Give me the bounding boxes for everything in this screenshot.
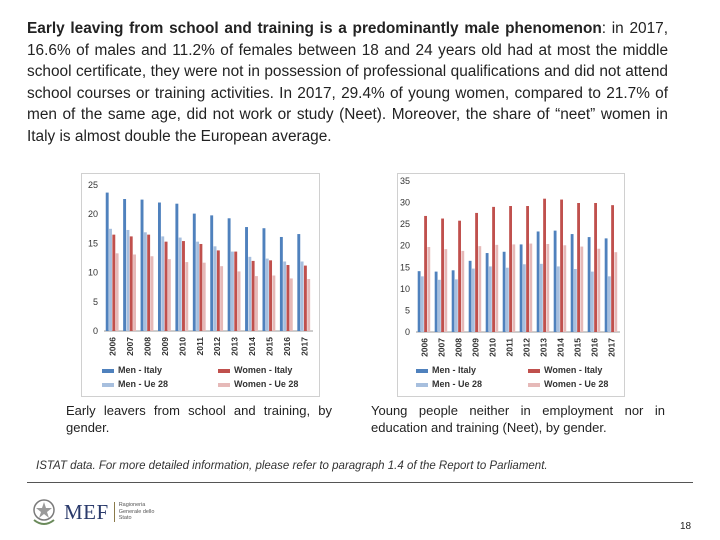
bar-women-ue-28-2012: [220, 266, 223, 331]
bar-women-italy-2006: [112, 235, 115, 331]
early-leavers-chart-svg: [82, 174, 319, 396]
x-tick-label: 2007: [436, 338, 447, 357]
x-tick-label: 2011: [194, 337, 205, 356]
bar-women-italy-2012: [526, 206, 529, 332]
y-tick-label: 10: [399, 283, 410, 294]
bar-women-ue-28-2015: [580, 247, 583, 332]
bar-women-italy-2016: [594, 203, 597, 332]
legend-label: Men - Italy: [118, 365, 163, 375]
bar-women-ue-28-2006: [427, 247, 430, 332]
bar-men-ue-28-2006: [109, 229, 112, 331]
legend-label: Women - Italy: [544, 365, 603, 375]
x-tick-label: 2016: [281, 337, 292, 356]
x-tick-label: 2016: [589, 338, 600, 357]
legend-swatch: [528, 369, 540, 373]
bar-women-italy-2014: [560, 200, 563, 332]
x-tick-label: 2017: [606, 338, 617, 357]
bar-women-italy-2014: [252, 261, 255, 331]
y-tick-label: 15: [87, 238, 98, 249]
bar-men-ue-28-2007: [126, 230, 129, 331]
y-tick-label: 5: [92, 296, 98, 307]
bar-men-ue-28-2011: [506, 268, 509, 332]
bar-women-ue-28-2007: [133, 254, 136, 331]
y-tick-label: 20: [399, 240, 410, 251]
bar-men-italy-2016: [588, 237, 591, 332]
bar-men-italy-2014: [245, 227, 248, 331]
neet-chart-svg: [398, 174, 624, 396]
bar-men-ue-28-2013: [540, 264, 543, 332]
bar-women-ue-28-2006: [116, 253, 119, 331]
x-tick-label: 2009: [159, 337, 170, 356]
x-tick-label: 2010: [177, 337, 188, 356]
bar-men-ue-28-2015: [574, 269, 577, 332]
bar-women-ue-28-2017: [614, 252, 617, 332]
source-note: ISTAT data. For more detailed information, please refer to paragraph 1.4 of the Report to Parliament.: [36, 460, 548, 472]
footer-divider: [27, 482, 693, 483]
neet-caption: Young people neither in employment nor in education and training (Neet), by gender.: [371, 403, 665, 435]
bar-women-italy-2010: [182, 241, 185, 331]
legend-swatch: [416, 383, 428, 387]
bar-men-italy-2015: [571, 234, 574, 332]
bar-men-ue-28-2011: [196, 242, 199, 331]
bar-men-italy-2011: [193, 214, 196, 331]
x-tick-label: 2006: [107, 337, 118, 356]
early-leavers-chart: [81, 173, 320, 397]
bar-men-ue-28-2017: [301, 262, 304, 331]
bar-men-ue-28-2014: [248, 257, 251, 331]
legend-swatch: [416, 369, 428, 373]
bar-women-ue-28-2014: [563, 245, 566, 332]
bar-men-italy-2010: [486, 253, 489, 332]
legend-swatch: [218, 369, 230, 373]
bar-women-italy-2008: [147, 235, 150, 331]
bar-men-italy-2012: [210, 215, 213, 331]
x-tick-label: 2006: [419, 338, 430, 357]
bar-men-italy-2006: [418, 271, 421, 332]
bar-men-ue-28-2012: [214, 246, 217, 331]
bar-women-ue-28-2008: [461, 251, 464, 332]
legend-swatch: [102, 369, 114, 373]
y-tick-label: 0: [404, 327, 410, 337]
bar-men-italy-2007: [123, 199, 126, 331]
bar-women-italy-2009: [475, 213, 478, 332]
bar-women-ue-28-2011: [512, 244, 515, 332]
x-tick-label: 2015: [264, 337, 275, 356]
bar-men-italy-2013: [228, 218, 231, 331]
y-tick-label: 25: [87, 180, 98, 190]
x-tick-label: 2011: [504, 338, 515, 357]
bar-women-italy-2010: [492, 207, 495, 332]
bar-men-italy-2014: [554, 231, 557, 332]
x-tick-label: 2012: [212, 337, 223, 356]
bar-women-italy-2006: [424, 216, 427, 332]
bar-women-italy-2017: [611, 205, 614, 332]
bar-men-ue-28-2010: [489, 266, 492, 332]
x-tick-label: 2010: [487, 338, 498, 357]
legend-swatch: [528, 383, 540, 387]
bar-men-italy-2008: [141, 200, 144, 331]
legend-label: Men - Ue 28: [432, 379, 483, 389]
bar-men-ue-28-2008: [455, 279, 458, 332]
bar-women-italy-2011: [509, 206, 512, 332]
bar-women-ue-28-2009: [478, 246, 481, 332]
bar-men-ue-28-2014: [557, 266, 560, 332]
bar-men-italy-2007: [435, 272, 438, 332]
bar-women-ue-28-2013: [546, 244, 549, 332]
y-tick-label: 10: [87, 267, 98, 278]
bar-women-ue-28-2010: [185, 262, 188, 331]
bar-men-ue-28-2009: [472, 269, 475, 332]
intro-paragraph: [27, 18, 668, 148]
neet-chart: [397, 173, 625, 397]
mef-logo-subtitle: Ragioneria Generale dello Stato: [114, 502, 159, 522]
y-tick-label: 5: [404, 305, 410, 316]
bar-women-italy-2007: [441, 219, 444, 332]
bar-men-ue-28-2017: [608, 276, 611, 332]
bar-women-italy-2017: [304, 266, 307, 331]
intro-text: : in 2017, 16.6% of males and 11.2% of females between 18 and 24 years old had at most the middle school certificate, they were not in possession of professional qualifications and did not attend school courses or training activities. In 2017, 29.4% of young women, compared to 21.7% of men of the same age, did not work or study (Neet). Moreover, the share of “neet” women in Italy is almost double the European average.: [27, 20, 668, 145]
y-tick-label: 25: [399, 219, 410, 230]
y-tick-label: 20: [87, 209, 98, 220]
bar-women-ue-28-2016: [597, 249, 600, 332]
bar-men-ue-28-2010: [179, 238, 182, 331]
legend-label: Men - Italy: [432, 365, 477, 375]
early-leavers-caption: Early leavers from school and training, by gender.: [66, 403, 332, 435]
bar-women-italy-2013: [543, 199, 546, 332]
x-tick-label: 2014: [555, 338, 566, 357]
bar-women-ue-28-2009: [168, 259, 171, 331]
bar-women-italy-2015: [577, 203, 580, 332]
bar-men-ue-28-2012: [523, 264, 526, 332]
x-tick-label: 2014: [247, 337, 258, 356]
bar-men-italy-2013: [537, 231, 540, 332]
bar-women-italy-2012: [217, 250, 220, 331]
bar-men-italy-2010: [175, 204, 178, 331]
x-tick-label: 2017: [299, 337, 310, 356]
bar-men-italy-2006: [106, 193, 109, 331]
italian-emblem-icon: [29, 496, 59, 528]
bar-women-ue-28-2016: [290, 278, 293, 331]
bar-men-italy-2011: [503, 252, 506, 332]
bar-women-ue-28-2012: [529, 244, 532, 332]
bar-men-italy-2017: [297, 234, 300, 331]
x-tick-label: 2013: [229, 337, 240, 356]
bar-men-italy-2017: [605, 238, 608, 332]
bar-women-ue-28-2014: [255, 276, 258, 331]
bar-men-italy-2009: [158, 203, 161, 331]
bar-men-italy-2008: [452, 270, 455, 332]
bar-women-ue-28-2015: [272, 276, 275, 331]
bar-men-ue-28-2015: [266, 259, 269, 331]
page-number: 18: [680, 521, 692, 532]
bar-men-ue-28-2016: [591, 272, 594, 332]
bar-men-ue-28-2016: [283, 262, 286, 331]
y-tick-label: 35: [399, 176, 410, 186]
bar-women-ue-28-2008: [151, 256, 154, 331]
mef-logo: [64, 496, 159, 528]
mef-logo-mark: MEF: [64, 499, 109, 524]
bar-men-italy-2016: [280, 237, 283, 331]
x-tick-label: 2007: [125, 337, 136, 356]
legend-swatch: [218, 383, 230, 387]
bar-men-italy-2015: [262, 228, 265, 331]
bar-men-ue-28-2013: [231, 252, 234, 331]
legend-swatch: [102, 383, 114, 387]
bar-women-ue-28-2017: [307, 279, 310, 331]
legend-label: Women - Ue 28: [544, 379, 609, 389]
bar-women-italy-2015: [269, 260, 272, 331]
legend-label: Men - Ue 28: [118, 379, 169, 389]
bar-women-ue-28-2011: [203, 263, 206, 331]
x-tick-label: 2008: [142, 337, 153, 356]
x-tick-label: 2012: [521, 338, 532, 357]
intro-bold: Early leaving from school and training is a predominantly male phenomenon: [27, 20, 602, 37]
y-tick-label: 30: [399, 197, 410, 208]
bar-men-italy-2012: [520, 244, 523, 332]
x-tick-label: 2013: [538, 338, 549, 357]
bar-women-ue-28-2013: [238, 271, 241, 331]
bar-women-italy-2011: [199, 244, 202, 331]
legend-label: Women - Italy: [234, 365, 293, 375]
x-tick-label: 2008: [453, 338, 464, 357]
bar-men-italy-2009: [469, 261, 472, 332]
legend-label: Women - Ue 28: [234, 379, 299, 389]
bar-women-italy-2016: [287, 265, 290, 331]
x-tick-label: 2009: [470, 338, 481, 357]
y-tick-label: 0: [92, 326, 98, 336]
bar-women-italy-2009: [165, 242, 168, 331]
y-tick-label: 15: [399, 262, 410, 273]
bar-men-ue-28-2009: [161, 236, 164, 331]
bar-women-ue-28-2007: [444, 249, 447, 332]
x-tick-label: 2015: [572, 338, 583, 357]
bar-men-ue-28-2006: [421, 276, 424, 332]
bar-men-ue-28-2008: [144, 232, 147, 331]
bar-women-italy-2013: [234, 252, 237, 331]
bar-women-ue-28-2010: [495, 245, 498, 332]
bar-women-italy-2007: [130, 236, 133, 331]
bar-women-italy-2008: [458, 221, 461, 332]
bar-men-ue-28-2007: [438, 280, 441, 332]
